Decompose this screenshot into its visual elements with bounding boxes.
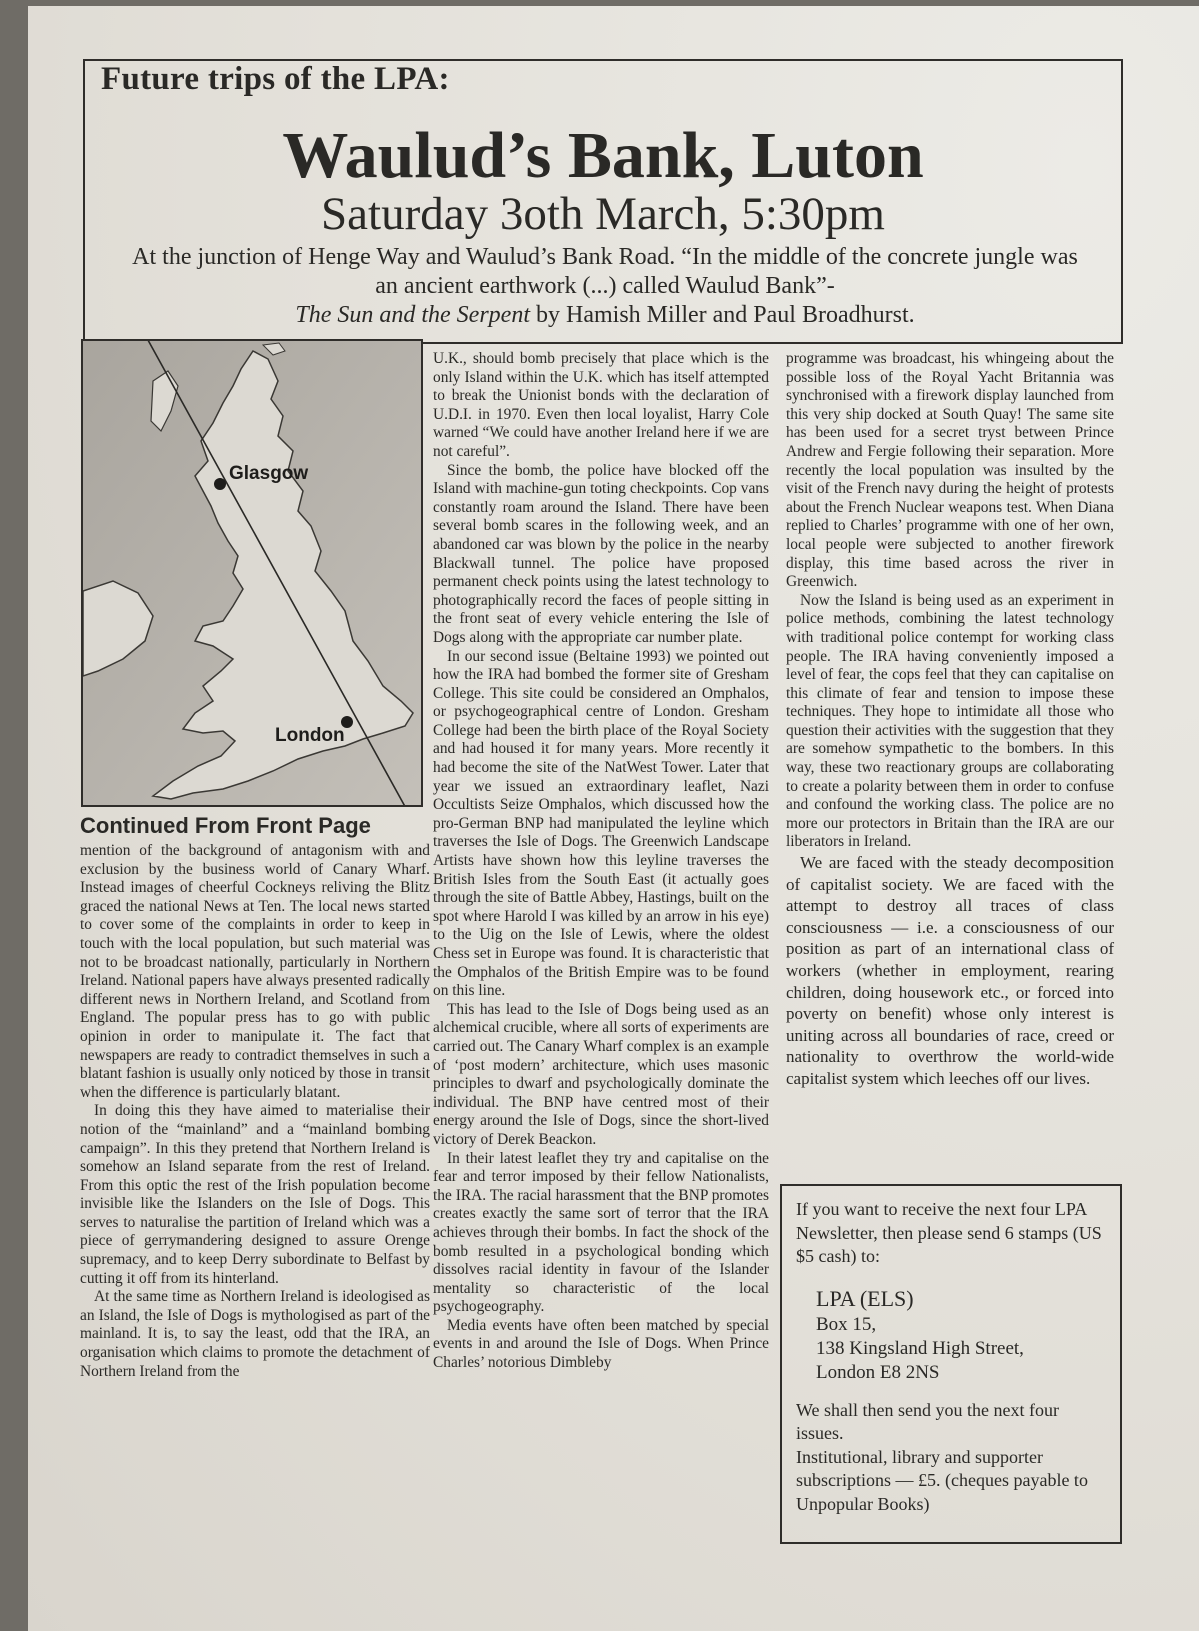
section-kicker: Future trips of the LPA: — [101, 61, 450, 97]
subscription-intro: If you want to receive the next four LPA Newsletter, then please send 6 stamps (US $5 cash) to: — [796, 1199, 1102, 1266]
article-column-2 — [433, 350, 769, 1373]
future-trips-box — [83, 59, 1123, 344]
paragraph: programme was broadcast, his whingeing about the possible loss of the Royal Yacht Britannia was synchronised with a firework display launched from this very ship docked at South Quay! The same site has been used for a secret tryst between Prince Andrew and Fergie following their separation. More recently the local population was insulted by the visit of the French navy during the height of protests about the French Nuclear weapons test. When Diana replied to Charles’ programme with one of her own, local people were subjected to another firework display, this time based across the river in Greenwich. — [786, 350, 1114, 591]
paragraph: This has lead to the Isle of Dogs being used as an alchemical crucible, where all sorts of experiments are carried out. The Canary Wharf complex is an example of ‘post modern’ architecture, which uses masonic principles to dwarf and psychologically dominate the individual. The BNP have centred most of their energy around the Isle of Dogs, since the short-lived victory of Derek Beackon. — [433, 1000, 769, 1148]
paragraph: U.K., should bomb precisely that place which is the only Island within the U.K. which has itself attempted to break the Unionist bonds with the declaration of U.D.I. in 1970. Even then local loyalist, Harry Cole warned “We could have another Ireland here if we are not careful”. — [433, 350, 769, 460]
paragraph: In our second issue (Beltaine 1993) we pointed out how the IRA had bombed the former site of Gresham College. This site could be considered an Omphalos, or psychogeographical centre of London. Gresham College had been the birth place of the Royal Society and had housed it for many years. More recently it had become the site of the NatWest Tower. Later that year we issued an extraordinary leaflet, Nazi Occultists Seize Omphalos, which discussed how the pro-German BNP had manipulated the leyline which traverses the Isle of Dogs. The Greenwich Landscape Artists have shown how this leyline traverses the British Isles from the South East (it actually goes through the site of Battle Abbey, Hastings, built on the spot where Harold I was killed by an arrow in his eye) to the Uig on the Isle of Lewis, where the oldest Chess set in Europe was found. It is characteristic that the Omphalos of the British Empire was to be found on this line. — [433, 647, 769, 1000]
map-label-london: London — [275, 725, 345, 746]
paragraph: Now the Island is being used as an experiment in police methods, combining the latest technology with traditional police contempt for working class people. The IRA having conveniently imposed a level of fear, the cops feel that they can capitalise on this climate of fear and tension to impose these techniques. They hope to intimidate all those who question their activities with the suggestion that they are somehow sympathetic to the bombers. In this way, these two reactionary groups are collaborating to create a polarity between them in order to confuse and confound the working class. The police are no more our protectors in Britain than the IRA are our liberators in Ireland. — [786, 591, 1114, 851]
address-line: London E8 2NS — [816, 1361, 940, 1383]
glasgow-dot — [214, 478, 226, 490]
article-column-1 — [80, 842, 430, 1381]
subscription-rates: Institutional, library and supporter subscriptions — £5. (cheques payable to Unpopular Books) — [796, 1446, 1088, 1514]
map-label-glasgow: Glasgow — [229, 463, 309, 484]
event-location — [125, 243, 1085, 330]
page-title: Waulud’s Bank, Luton — [282, 119, 924, 192]
book-title: The Sun and the Serpent — [295, 302, 530, 328]
continued-heading: Continued From Front Page — [80, 813, 371, 838]
paragraph: Media events have often been matched by special events in and around the Isle of Dogs. When Prince Charles’ notorious Dimbleby — [433, 1316, 769, 1372]
map-drawing — [83, 341, 423, 807]
newsletter-page — [28, 6, 1199, 1631]
event-date: Saturday 3oth March, 5:30pm — [321, 188, 885, 240]
subscription-outro: We shall then send you the next four issues. — [796, 1399, 1059, 1443]
paragraph: At the same time as Northern Ireland is ideologised as an Island, the Isle of Dogs is mythologised as part of the mainland. It is, to say the least, odd that the IRA, an organisation which claims to promote the detachment of Northern Ireland from the — [80, 1288, 430, 1380]
address-line: LPA (ELS) — [816, 1285, 914, 1311]
postal-address — [816, 1285, 1106, 1385]
address-line: 138 Kingsland High Street, — [816, 1337, 1024, 1359]
paragraph: mention of the background of antagonism with and exclusion by the business world of Canary Wharf. Instead images of cheerful Cockneys reliving the Blitz graced the national News at Ten. The local news started to cover some of the complaints in order to keep in touch with the local population, but such material was not to be broadcast nationally, particularly in Northern Ireland. National papers have always presented radically different news in Northern Ireland, and Scotland from England. The popular press has to go with public opinion in order to manipulate it. The fact that newspapers are ready to contradict themselves in such a blatant fashion is usually only noticed by those in transit when the difference is particularly blatant. — [80, 842, 430, 1101]
location-text: At the junction of Henge Way and Waulud’s Bank Road. “In the middle of the concrete jungle was an ancient earthwork (...) called Waulud Bank”- — [132, 244, 1078, 299]
paragraph: In doing this they have aimed to materialise their notion of the “mainland” and a “mainland bombing campaign”. In this they pretend that Northern Ireland is somehow an Island separate from the rest of Ireland. From this optic the rest of the Irish population become invisible like the Islanders on the Isle of Dogs. This serves to naturalise the partition of Ireland which was a piece of gerrymandering designed to assure Orenge supremacy, and to keep Derry subordinate to Belfast by cutting it off from its hinterland. — [80, 1102, 430, 1287]
article-column-3 — [786, 350, 1114, 1090]
subscription-box — [780, 1184, 1122, 1544]
paragraph: In their latest leaflet they try and capitalise on the fear and terror imposed by their fellow Nationalists, the IRA. The racial harassment that the BNP promotes creates exactly the same sort of terror that the IRA achieves through their bombs. In fact the shock of the bomb resulted in a psychological bonding which dissolves racial identity in favour of the Islander mentality so characteristic of the local psychogeography. — [433, 1149, 769, 1316]
paragraph: Since the bomb, the police have blocked off the Island with machine-gun toting checkpoints. Cop vans constantly roam around the Island. There have been several bomb scares in the following week, and an abandoned car was blown by the police in the nearby Blackwall tunnel. The police have proposed permanent check points using the latest technology to photographically record the faces of people sitting in the front seat of every vehicle entering the Isle of Dogs along with the appropriate car number plate. — [433, 461, 769, 646]
address-line: Box 15, — [816, 1313, 877, 1335]
britain-map — [81, 339, 423, 807]
book-author: by Hamish Miller and Paul Broadhurst. — [530, 302, 915, 328]
paragraph: We are faced with the steady decomposition of capitalist society. We are faced with the attempt to destroy all traces of class consciousness — i.e. a consciousness of our position as part of an international class of workers (whether in employment, rearing children, doing housework etc., or forced into poverty on benefit) whose only interest is uniting across all boundaries of race, creed or nationality to overthrow the world-wide capitalist system which leeches off our lives. — [786, 853, 1114, 1088]
